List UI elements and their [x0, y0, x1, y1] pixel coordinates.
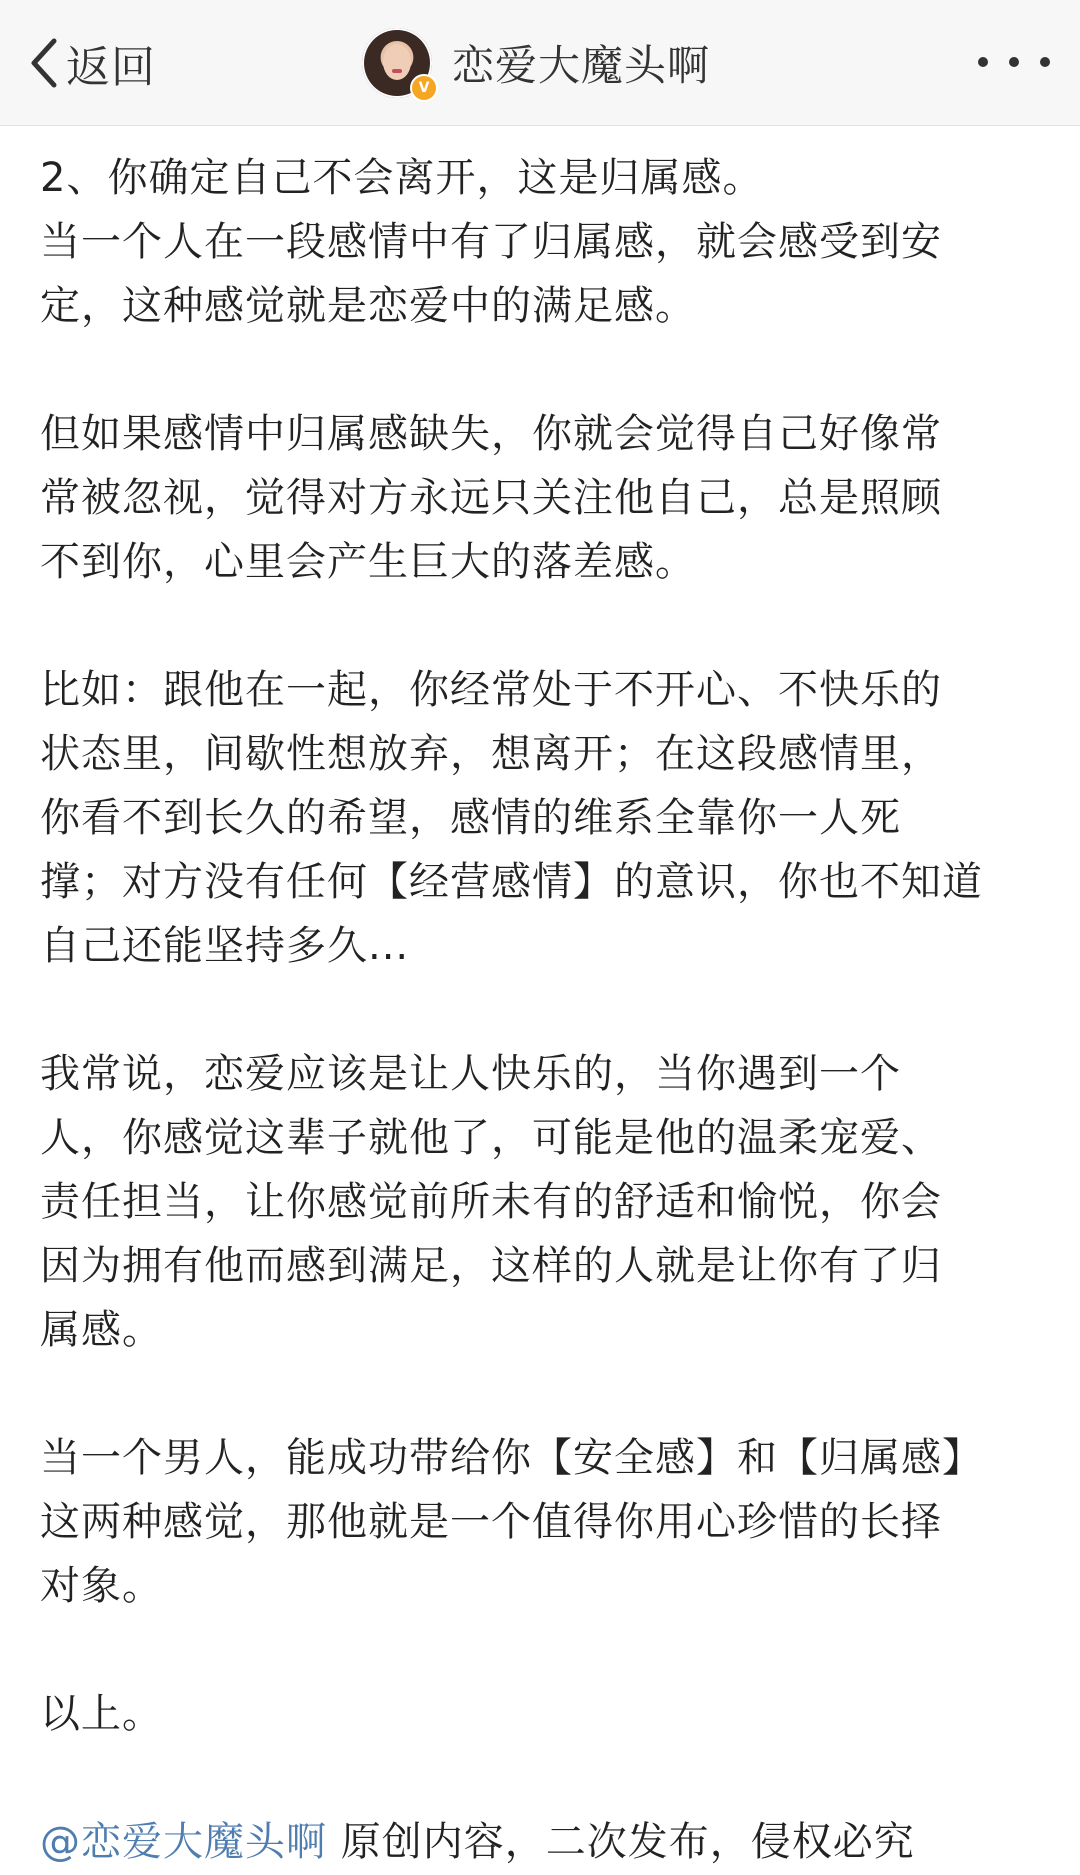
text-line: 2、你确定自己不会离开，这是归属感。: [40, 155, 764, 201]
text-line: 比如：跟他在一起，你经常处于不开心、不快乐的: [40, 667, 942, 713]
more-dots-icon: [1009, 57, 1019, 67]
paragraph: [40, 1042, 1040, 1362]
text-line: 责任担当，让你感觉前所未有的舒适和愉悦，你会: [40, 1179, 942, 1225]
more-button[interactable]: [978, 42, 1050, 82]
paragraph: [40, 146, 1040, 338]
text-line: 当一个人在一段感情中有了归属感，就会感受到安: [40, 219, 942, 265]
post-content: [40, 146, 1040, 1874]
copyright-text: 原创内容，二次发布，侵权必究: [327, 1819, 915, 1865]
more-dots-icon: [978, 57, 988, 67]
author-mention-link[interactable]: @恋爱大魔头啊: [40, 1819, 327, 1865]
verified-badge-icon: V: [410, 74, 438, 102]
text-line: 因为拥有他而感到满足，这样的人就是让你有了归: [40, 1243, 942, 1289]
text-line: 我常说，恋爱应该是让人快乐的，当你遇到一个: [40, 1051, 901, 1097]
text-line: 你看不到长久的希望，感情的维系全靠你一人死: [40, 795, 901, 841]
text-line: 常被忽视，觉得对方永远只关注他自己，总是照顾: [40, 475, 942, 521]
avatar-face: [383, 44, 411, 80]
author-name[interactable]: 恋爱大魔头啊: [452, 41, 711, 90]
paragraph: [40, 1682, 1040, 1746]
text-line: 对象。: [40, 1563, 163, 1609]
text-line: 自己还能坚持多久...: [40, 923, 410, 969]
text-line: 定，这种感觉就是恋爱中的满足感。: [40, 283, 696, 329]
text-line: 以上。: [40, 1691, 163, 1737]
avatar-lips: [392, 69, 402, 73]
text-line: 当一个男人，能成功带给你【安全感】和【归属感】: [40, 1435, 983, 1481]
top-nav-bar: [0, 0, 1080, 126]
text-line: 撑；对方没有任何【经营感情】的意识，你也不知道: [40, 859, 983, 905]
text-line: 但如果感情中归属感缺失，你就会觉得自己好像常: [40, 411, 942, 457]
more-dots-icon: [1040, 57, 1050, 67]
paragraph: [40, 658, 1040, 978]
text-line: 属感。: [40, 1307, 163, 1353]
copyright-notice: [40, 1810, 1040, 1874]
chevron-left-icon: [28, 37, 58, 89]
text-line: 状态里，间歇性想放弃，想离开；在这段感情里，: [40, 731, 942, 777]
back-label: 返回: [66, 42, 156, 93]
text-line: 不到你，心里会产生巨大的落差感。: [40, 539, 696, 585]
text-line: 这两种感觉，那他就是一个值得你用心珍惜的长择: [40, 1499, 942, 1545]
avatar[interactable]: [362, 28, 432, 98]
paragraph: [40, 1426, 1040, 1618]
paragraph: [40, 402, 1040, 594]
author-header[interactable]: [362, 24, 710, 102]
back-button[interactable]: [28, 26, 156, 100]
text-line: 人，你感觉这辈子就他了，可能是他的温柔宠爱、: [40, 1115, 942, 1161]
